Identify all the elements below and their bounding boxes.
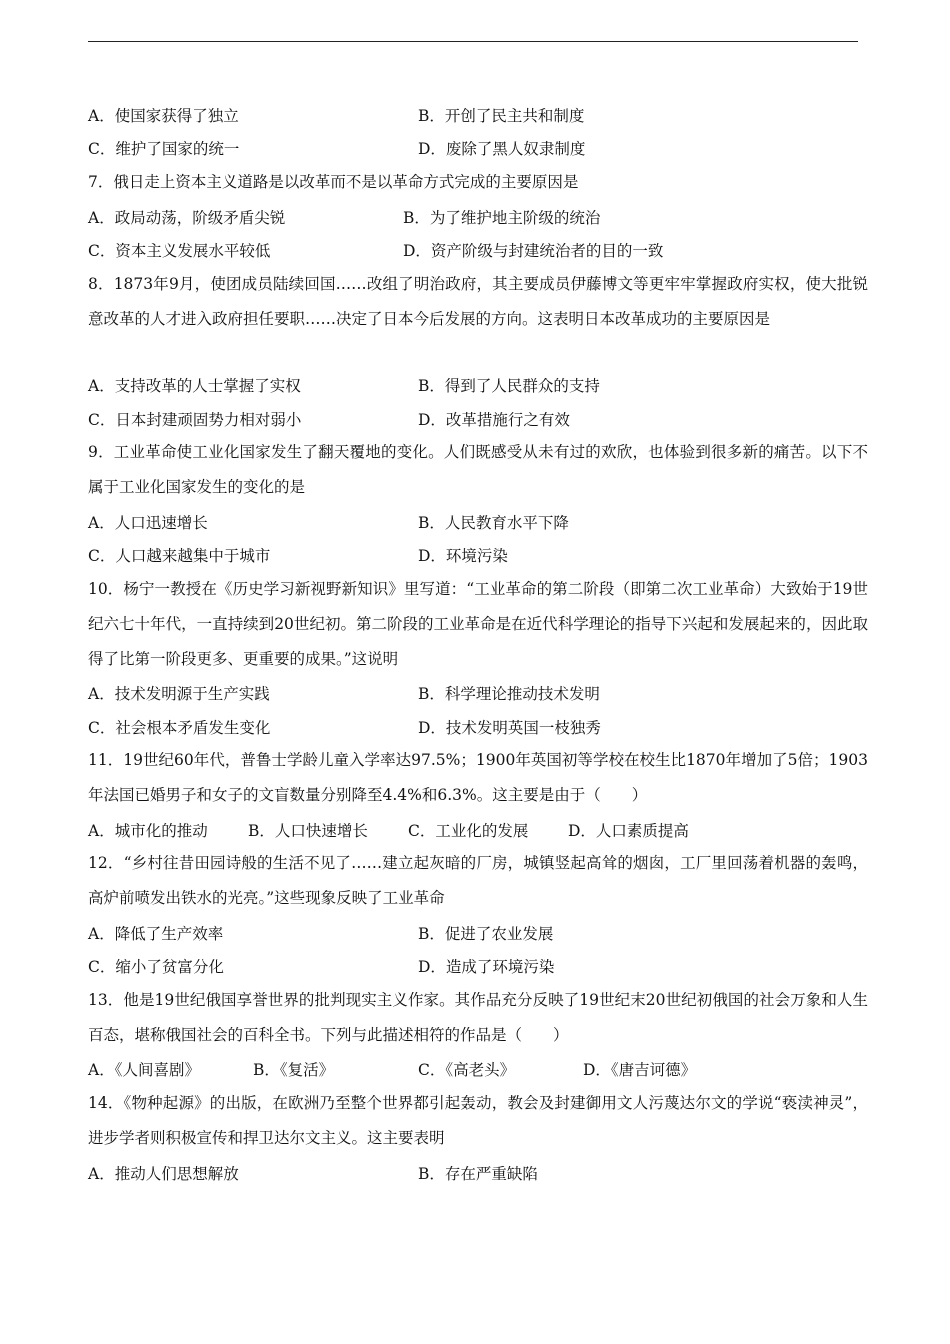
q10-option-c: C．社会根本矛盾发生变化 — [88, 718, 271, 737]
q8-options-row-1 — [88, 368, 868, 402]
q6-option-b: B．开创了民主共和制度 — [418, 106, 585, 125]
q7-options-row-1 — [88, 200, 868, 234]
q13-option-a: A．《人间喜剧》 — [88, 1061, 200, 1080]
q11-stem: 11．19世纪60年代，普鲁士学龄儿童入学率达97.5%；1900年英国初等学校在校生比1870年增加了5倍；1903年法国已婚男子和女子的文盲数量分别降至4.4%和6.3%。这主要是由于（ ） — [88, 751, 868, 805]
q13-stem: 13．他是19世纪俄国享誉世界的批判现实主义作家。其作品充分反映了19世纪末20世纪初俄国的社会万象和人生百态，堪称俄国社会的百科全书。下列与此描述相符的作品是（ ） — [88, 991, 868, 1044]
q10-option-b: B．科学理论推动技术发明 — [418, 685, 600, 704]
q13-option-d: D．《唐吉诃德》 — [583, 1061, 697, 1080]
q12-option-b: B．促进了农业发展 — [418, 924, 554, 943]
q9-options-row-2 — [88, 538, 868, 572]
q7-options-row-2 — [88, 233, 868, 267]
q12-options-row-1 — [88, 916, 868, 950]
q7-option-c: C．资本主义发展水平较低 — [88, 242, 271, 261]
q13-option-b: B．《复活》 — [253, 1061, 335, 1080]
q8-options-row-2 — [88, 402, 868, 436]
q8-option-a: A．支持改革的人士掌握了实权 — [88, 377, 301, 396]
q6-option-a: A．使国家获得了独立 — [88, 106, 239, 125]
q14-options-row-1 — [88, 1156, 868, 1190]
q7-stem: 7．俄日走上资本主义道路是以改革而不是以革命方式完成的主要原因是 — [88, 173, 579, 191]
q12-option-a: A．降低了生产效率 — [88, 924, 224, 943]
q11-option-d: D．人口素质提高 — [568, 821, 689, 840]
q8-option-d: D．改革措施行之有效 — [418, 410, 570, 429]
q10-option-d: D．技术发明英国一枝独秀 — [418, 718, 601, 737]
q13-option-c: C．《高老头》 — [418, 1061, 516, 1080]
q12-option-c: C．缩小了贫富分化 — [88, 958, 224, 977]
q10-stem: 10．杨宁一教授在《历史学习新视野新知识》里写道：“工业革命的第二阶段（即第二次工业革命）大致始于19世纪六七十年代，一直持续到20世纪初。第二阶段的工业革命是在近代科学理论的指导下兴起和发展起来的，因此取得了比第一阶段更多、更重要的成果。”这说明 — [88, 579, 868, 668]
q9-option-d: D．环境污染 — [418, 547, 508, 566]
q11-options-row — [88, 813, 868, 847]
q6-options-row-1 — [88, 98, 868, 132]
q7-option-a: A．政局动荡，阶级矛盾尖锐 — [88, 208, 286, 227]
q9-option-b: B．人民教育水平下降 — [418, 513, 569, 532]
q8-option-c: C．日本封建顽固势力相对弱小 — [88, 410, 302, 429]
q10-options-row-1 — [88, 676, 868, 710]
q12-option-d: D．造成了环境污染 — [418, 958, 555, 977]
q11-option-a: A．城市化的推动 — [88, 821, 208, 840]
q7-option-d: D．资产阶级与封建统治者的目的一致 — [403, 242, 664, 261]
q6-options-row-2 — [88, 132, 868, 166]
q12-options-row-2 — [88, 950, 868, 984]
q11-option-b: B．人口快速增长 — [248, 821, 368, 840]
exam-page — [88, 98, 868, 1189]
q13-options-row — [88, 1053, 868, 1087]
q7-option-b: B．为了维护地主阶级的统治 — [403, 208, 601, 227]
q14-option-a: A．推动人们思想解放 — [88, 1164, 239, 1183]
q8-stem: 8．1873年9月，使团成员陆续回国……改组了明治政府，其主要成员伊藤博文等更牢牢掌握政府实权，使大批锐意改革的人才进入政府担任要职……决定了日本今后发展的方向。这表明日本改革成功的主要原因是 — [88, 274, 868, 328]
q12-stem: 12．“乡村往昔田园诗般的生活不见了……建立起灰暗的厂房，城镇竖起高耸的烟囱，工厂里回荡着机器的轰鸣，高炉前喷发出铁水的光亮。”这些现象反映了工业革命 — [88, 854, 868, 908]
q9-stem: 9．工业革命使工业化国家发生了翻天覆地的变化。人们既感受从未有过的欢欣，也体验到很多新的痛苦。以下不属于工业化国家发生的变化的是 — [88, 443, 868, 497]
q8-option-b: B．得到了人民群众的支持 — [418, 377, 600, 396]
q9-option-a: A．人口迅速增长 — [88, 513, 208, 532]
q6-option-d: D．废除了黑人奴隶制度 — [418, 140, 586, 159]
q10-options-row-2 — [88, 710, 868, 744]
q6-option-c: C．维护了国家的统一 — [88, 140, 240, 159]
q9-option-c: C．人口越来越集中于城市 — [88, 547, 271, 566]
header-rule — [88, 41, 858, 42]
q9-options-row-1 — [88, 505, 868, 539]
q14-stem: 14．《物种起源》的出版，在欧洲乃至整个世界都引起轰动，教会及封建御用文人污蔑达尔文的学说“亵渎神灵”，进步学者则积极宣传和捍卫达尔文主义。这主要表明 — [88, 1094, 868, 1147]
q10-option-a: A．技术发明源于生产实践 — [88, 685, 270, 704]
q11-option-c: C．工业化的发展 — [408, 821, 529, 840]
q14-option-b: B．存在严重缺陷 — [418, 1164, 538, 1183]
